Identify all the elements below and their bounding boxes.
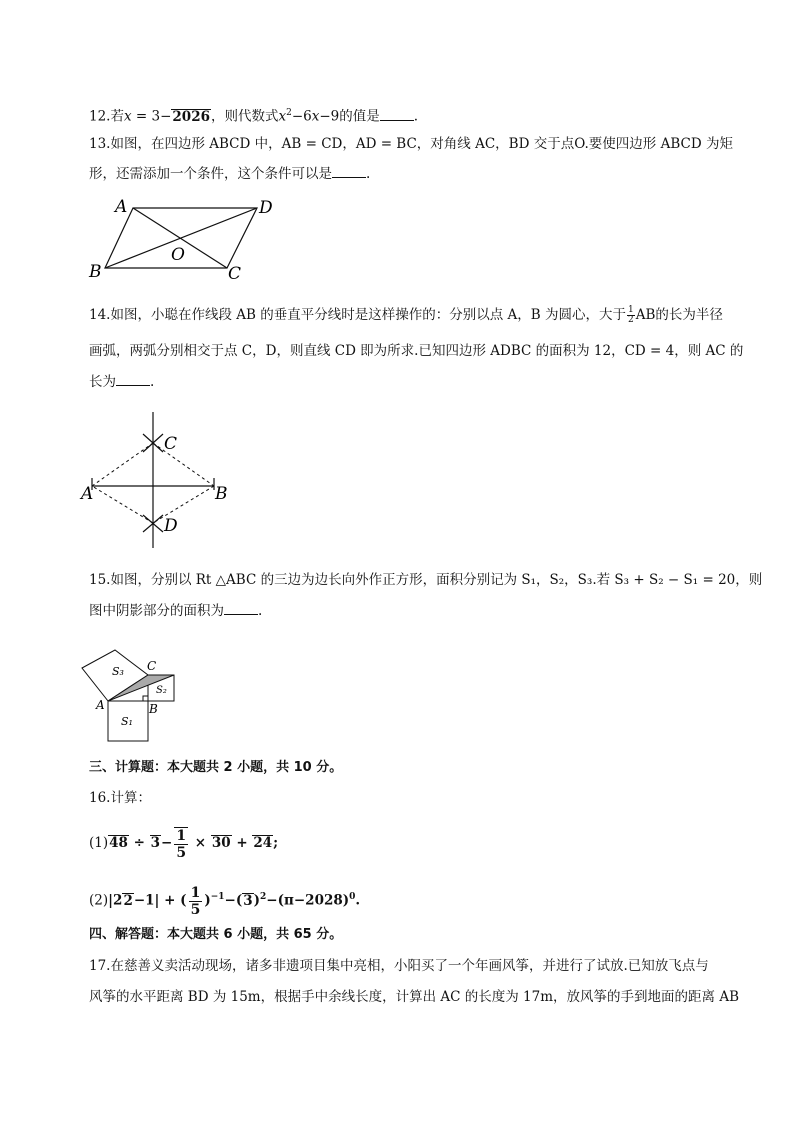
question-15-line-2: 图中阴影部分的面积为 . (89, 603, 263, 619)
sqrt-2026: 2026 (172, 108, 210, 125)
label-d: D (259, 198, 273, 218)
dashed-da (92, 486, 153, 523)
label-s1: S₁ (121, 715, 133, 728)
label-c: C (228, 264, 242, 279)
section-4-heading: 四、解答题：本大题共 6 小题，共 65 分。 (89, 927, 343, 942)
figure-pythagorean-squares (75, 630, 195, 745)
question-14-line-1: 14.如图，小聪在作线段 AB 的垂直平分线时是这样操作的：分别以点 A，B 为圆心，大于 $\frac{1}{2}$ AB的长为半径 (89, 305, 723, 325)
dashed-cb (153, 443, 214, 486)
label-a: A (115, 197, 128, 217)
question-13-line-1: 13.如图，在四边形 ABCD 中，AB = CD，AD = BC，对角线 AC，BD 交于点O.要使四边形 ABCD 为矩 (89, 136, 733, 152)
question-16-title: 16.计算： (89, 790, 151, 806)
figure-parallelogram (85, 197, 285, 279)
label-c: C (147, 659, 157, 673)
dashed-ac (92, 443, 153, 486)
question-12: 12.若x = 3−2026，则代数式$x^2-6x-9$的值是 . (89, 108, 419, 125)
q12-number: 12. (89, 108, 111, 125)
label-b: B (215, 484, 228, 504)
section-3-heading: 三、计算题：本大题共 2 小题，共 10 分。 (89, 760, 343, 775)
label-a: A (96, 698, 105, 712)
label-b: B (149, 702, 158, 716)
sqrt-one-fifth: $\frac{1}{5}$ (176, 827, 187, 861)
label-b: B (89, 262, 102, 279)
label-a: A (81, 484, 94, 504)
answer-blank (332, 165, 366, 178)
right-angle-mark (143, 696, 148, 701)
dashed-bd (153, 486, 214, 523)
label-s3: S₃ (112, 665, 124, 678)
fraction-one-half: $\frac{1}{2}$ (627, 305, 634, 325)
question-17-line-1: 17.在慈善义卖活动现场，诸多非遗项目集中亮相，小阳买了一个年画风筝，并进行了试放.已知放飞点与 (89, 958, 709, 974)
question-16-part-2: (2)|22−1| + ( $\frac{1}{5}$ )$^{-1}-(3)^2-(\pi-2028)^0$. (89, 884, 361, 918)
question-14-line-2: 画弧，两弧分别相交于点 C，D，则直线 CD 即为所求.已知四边形 ADBC 的面积为 12，CD = 4，则 AC 的 (89, 343, 744, 359)
answer-blank (224, 602, 258, 615)
question-15-line-1: 15.如图，分别以 Rt △ABC 的三边为边长向外作正方形，面积分别记为 S₁，S₂，S₃.若 S₃ + S₂ − S₁ = 20，则 (89, 572, 763, 588)
label-d: D (164, 516, 178, 536)
answer-blank (116, 373, 150, 386)
question-16-part-1: (1)48 ÷ 3− $\frac{1}{5}$ × 30 + 24; (89, 827, 279, 861)
label-s2: S₂ (156, 685, 167, 696)
fraction-one-fifth: $\frac{1}{5}$ (190, 884, 201, 918)
figure-perpendicular-bisector (75, 410, 245, 550)
label-o: O (171, 245, 185, 265)
question-13-line-2: 形，还需添加一个条件，这个条件可以是 . (89, 166, 371, 182)
question-14-line-3: 长为 . (89, 374, 155, 390)
label-c: C (164, 434, 178, 454)
question-17-line-2: 风筝的水平距离 BD 为 15m，根据手中余线长度，计算出 AC 的长度为 17m，放风筝的手到地面的距离 AB (89, 989, 739, 1005)
answer-blank (380, 108, 414, 121)
